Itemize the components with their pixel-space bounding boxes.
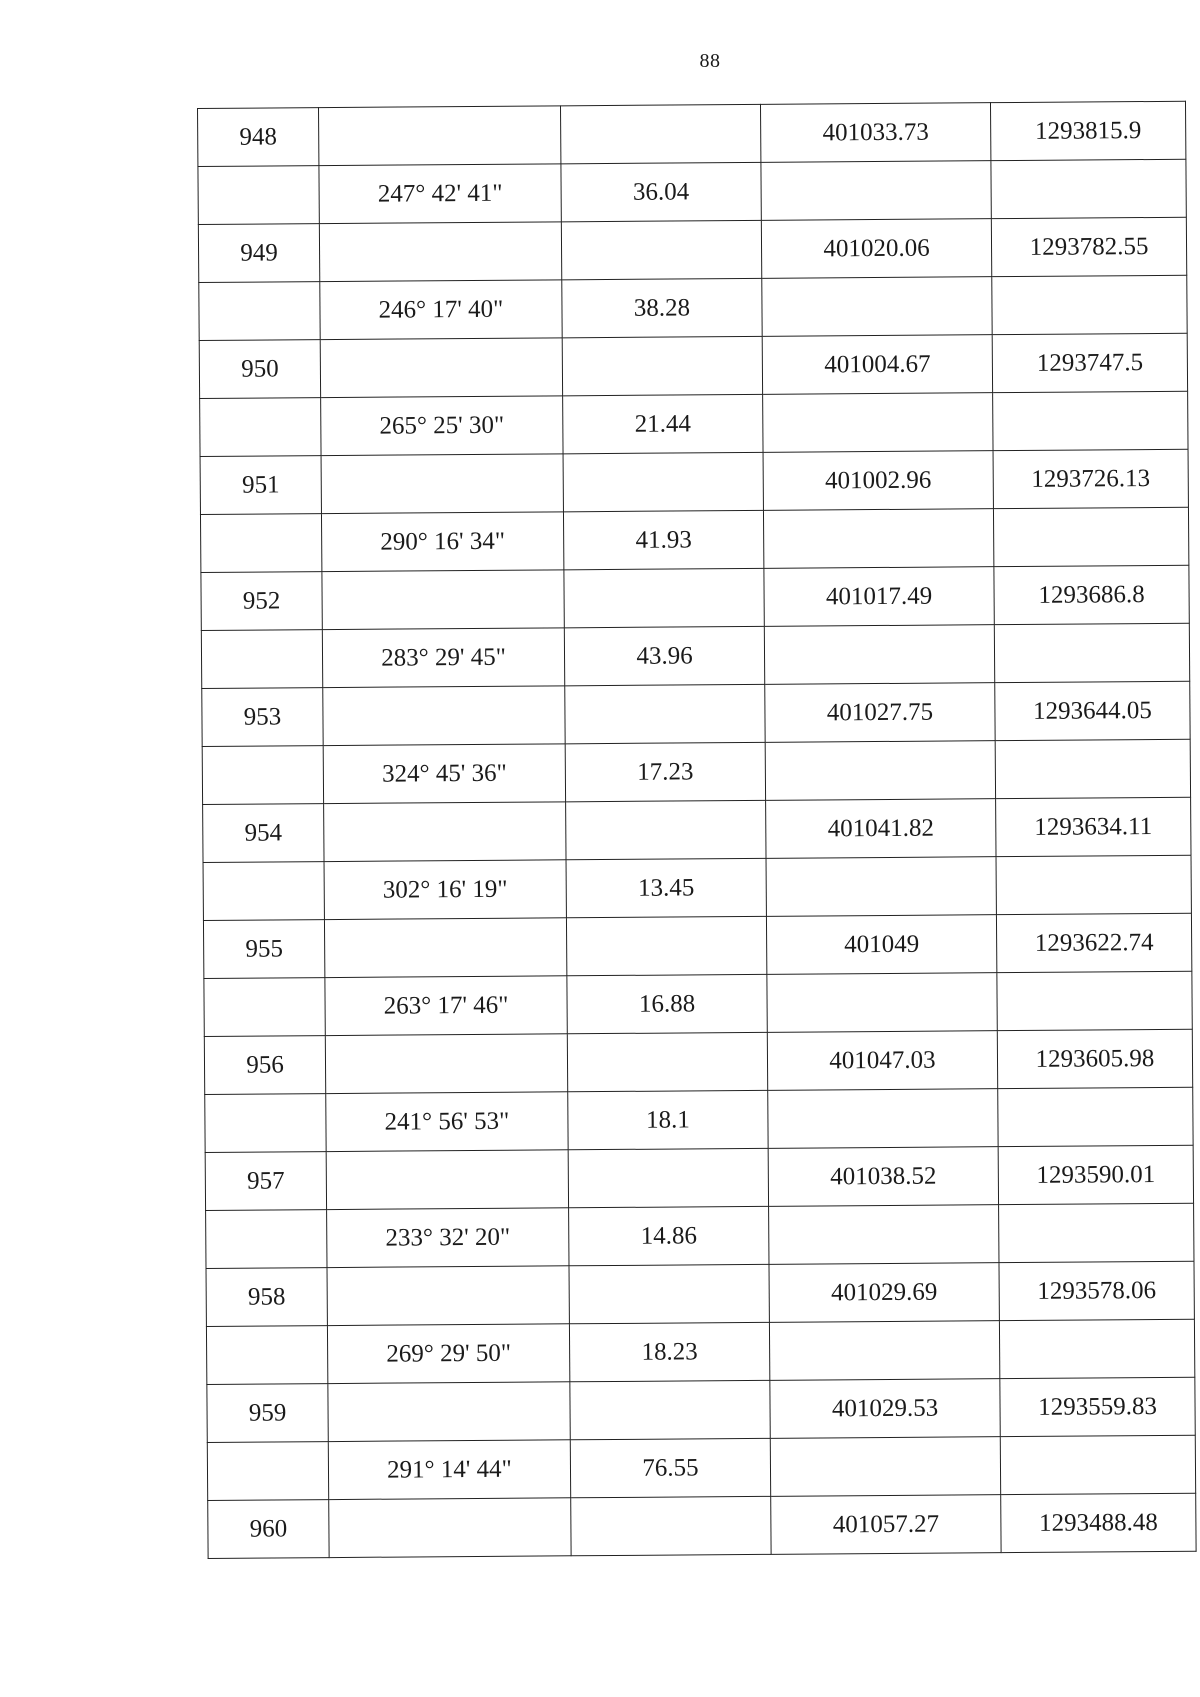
distance-cell bbox=[566, 800, 766, 859]
northing-cell bbox=[763, 393, 993, 453]
bearing-cell bbox=[321, 454, 563, 514]
distance-cell bbox=[566, 916, 766, 975]
table-row bbox=[201, 623, 1189, 688]
easting-cell bbox=[993, 391, 1188, 450]
bearing-cell bbox=[320, 338, 562, 398]
station-cell: 959 bbox=[207, 1384, 328, 1443]
northing-cell: 401041.82 bbox=[766, 799, 996, 859]
bearing-cell bbox=[319, 106, 561, 166]
station-cell bbox=[206, 1326, 327, 1385]
easting-cell: 1293634.11 bbox=[996, 797, 1191, 856]
easting-cell bbox=[995, 739, 1190, 798]
distance-cell: 38.28 bbox=[562, 278, 762, 337]
page-number: 88 bbox=[699, 50, 721, 72]
northing-cell bbox=[765, 741, 995, 801]
northing-cell: 401027.75 bbox=[765, 683, 995, 743]
distance-cell bbox=[567, 1032, 767, 1091]
bearing-cell bbox=[322, 570, 564, 630]
northing-cell: 401038.52 bbox=[768, 1147, 998, 1207]
station-cell: 951 bbox=[200, 456, 321, 515]
table-row bbox=[199, 275, 1187, 340]
station-cell bbox=[203, 862, 324, 921]
table-row bbox=[204, 971, 1192, 1036]
distance-cell: 17.23 bbox=[565, 742, 765, 801]
station-cell: 949 bbox=[198, 224, 319, 283]
easting-cell: 1293726.13 bbox=[993, 449, 1188, 508]
station-cell bbox=[198, 166, 319, 225]
table-row bbox=[202, 681, 1190, 746]
bearing-cell: 246° 17' 40" bbox=[320, 280, 562, 340]
survey-table-container bbox=[197, 101, 1196, 1559]
bearing-cell: 263° 17' 46" bbox=[325, 976, 567, 1036]
table-row bbox=[198, 159, 1186, 224]
northing-cell: 401002.96 bbox=[763, 451, 993, 511]
bearing-cell bbox=[324, 802, 566, 862]
distance-cell: 21.44 bbox=[563, 394, 763, 453]
station-cell bbox=[207, 1442, 328, 1501]
northing-cell: 401029.53 bbox=[770, 1379, 1000, 1439]
distance-cell: 18.23 bbox=[569, 1322, 769, 1381]
distance-cell bbox=[568, 1148, 768, 1207]
distance-cell bbox=[571, 1496, 771, 1555]
northing-cell: 401020.06 bbox=[761, 219, 991, 279]
bearing-cell: 290° 16' 34" bbox=[321, 512, 563, 572]
easting-cell bbox=[991, 159, 1186, 218]
station-cell: 954 bbox=[203, 804, 324, 863]
table-row bbox=[208, 1493, 1196, 1558]
station-cell bbox=[200, 514, 321, 573]
station-cell bbox=[199, 282, 320, 341]
northing-cell bbox=[768, 1089, 998, 1149]
table-row bbox=[200, 449, 1188, 514]
northing-cell: 401029.69 bbox=[769, 1263, 999, 1323]
bearing-cell: 302° 16' 19" bbox=[324, 860, 566, 920]
easting-cell bbox=[999, 1319, 1194, 1378]
bearing-cell bbox=[328, 1382, 570, 1442]
table-row bbox=[206, 1203, 1194, 1268]
bearing-cell bbox=[326, 1150, 568, 1210]
northing-cell bbox=[769, 1321, 999, 1381]
bearing-cell bbox=[325, 1034, 567, 1094]
distance-cell bbox=[564, 568, 764, 627]
easting-cell: 1293559.83 bbox=[1000, 1377, 1195, 1436]
easting-cell bbox=[997, 971, 1192, 1030]
bearing-cell: 241° 56' 53" bbox=[326, 1092, 568, 1152]
easting-cell bbox=[996, 855, 1191, 914]
easting-cell: 1293605.98 bbox=[997, 1029, 1192, 1088]
station-cell bbox=[206, 1210, 327, 1269]
northing-cell bbox=[769, 1205, 999, 1265]
table-row bbox=[207, 1435, 1195, 1500]
northing-cell bbox=[770, 1437, 1000, 1497]
table-row bbox=[207, 1377, 1195, 1442]
easting-cell: 1293488.48 bbox=[1001, 1493, 1196, 1552]
easting-cell: 1293590.01 bbox=[998, 1145, 1193, 1204]
easting-cell: 1293686.8 bbox=[994, 565, 1189, 624]
easting-cell: 1293782.55 bbox=[991, 217, 1186, 276]
easting-cell: 1293622.74 bbox=[996, 913, 1191, 972]
easting-cell: 1293644.05 bbox=[995, 681, 1190, 740]
northing-cell bbox=[762, 277, 992, 337]
bearing-cell: 247° 42' 41" bbox=[319, 164, 561, 224]
easting-cell: 1293815.9 bbox=[990, 101, 1185, 160]
station-cell: 956 bbox=[204, 1036, 325, 1095]
table-row bbox=[206, 1261, 1194, 1326]
station-cell bbox=[200, 398, 321, 457]
bearing-cell: 283° 29' 45" bbox=[322, 628, 564, 688]
table-row bbox=[203, 855, 1191, 920]
table-row bbox=[203, 797, 1191, 862]
station-cell bbox=[202, 746, 323, 805]
bearing-cell: 324° 45' 36" bbox=[323, 744, 565, 804]
distance-cell: 43.96 bbox=[564, 626, 764, 685]
bearing-cell: 233° 32' 20" bbox=[327, 1208, 569, 1268]
northing-cell bbox=[767, 973, 997, 1033]
station-cell: 955 bbox=[203, 920, 324, 979]
northing-cell bbox=[761, 161, 991, 221]
station-cell bbox=[204, 978, 325, 1037]
distance-cell: 41.93 bbox=[563, 510, 763, 569]
table-row bbox=[202, 739, 1190, 804]
survey-table bbox=[197, 101, 1197, 1559]
station-cell: 953 bbox=[202, 688, 323, 747]
distance-cell bbox=[562, 336, 762, 395]
station-cell: 958 bbox=[206, 1268, 327, 1327]
easting-cell bbox=[993, 507, 1188, 566]
distance-cell: 76.55 bbox=[570, 1438, 770, 1497]
station-cell: 952 bbox=[201, 572, 322, 631]
bearing-cell: 265° 25' 30" bbox=[321, 396, 563, 456]
bearing-cell bbox=[324, 918, 566, 978]
distance-cell: 36.04 bbox=[561, 162, 761, 221]
northing-cell: 401004.67 bbox=[762, 335, 992, 395]
table-row bbox=[199, 333, 1187, 398]
table-row bbox=[205, 1087, 1193, 1152]
station-cell: 950 bbox=[199, 340, 320, 399]
northing-cell: 401033.73 bbox=[760, 103, 990, 163]
table-row bbox=[200, 507, 1188, 572]
table-row bbox=[206, 1319, 1194, 1384]
station-cell bbox=[201, 630, 322, 689]
easting-cell bbox=[999, 1203, 1194, 1262]
distance-cell bbox=[561, 220, 761, 279]
northing-cell: 401047.03 bbox=[767, 1031, 997, 1091]
table-row bbox=[198, 217, 1186, 282]
bearing-cell: 269° 29' 50" bbox=[327, 1324, 569, 1384]
bearing-cell: 291° 14' 44" bbox=[328, 1440, 570, 1500]
table-row bbox=[205, 1145, 1193, 1210]
station-cell: 960 bbox=[208, 1500, 329, 1559]
station-cell: 957 bbox=[205, 1152, 326, 1211]
easting-cell bbox=[998, 1087, 1193, 1146]
northing-cell bbox=[764, 625, 994, 685]
northing-cell bbox=[766, 857, 996, 917]
distance-cell bbox=[560, 104, 760, 163]
station-cell: 948 bbox=[198, 108, 319, 167]
northing-cell bbox=[763, 509, 993, 569]
station-cell bbox=[205, 1094, 326, 1153]
distance-cell: 14.86 bbox=[569, 1206, 769, 1265]
distance-cell: 13.45 bbox=[566, 858, 766, 917]
table-row bbox=[203, 913, 1191, 978]
bearing-cell bbox=[329, 1498, 571, 1558]
easting-cell: 1293578.06 bbox=[999, 1261, 1194, 1320]
table-row bbox=[200, 391, 1188, 456]
easting-cell bbox=[992, 275, 1187, 334]
distance-cell bbox=[565, 684, 765, 743]
survey-table-body bbox=[198, 101, 1197, 1558]
distance-cell bbox=[569, 1264, 769, 1323]
bearing-cell bbox=[319, 222, 561, 282]
bearing-cell bbox=[323, 686, 565, 746]
northing-cell: 401057.27 bbox=[771, 1495, 1001, 1555]
bearing-cell bbox=[327, 1266, 569, 1326]
easting-cell bbox=[994, 623, 1189, 682]
distance-cell bbox=[570, 1380, 770, 1439]
distance-cell: 18.1 bbox=[568, 1090, 768, 1149]
northing-cell: 401049 bbox=[766, 915, 996, 975]
table-row bbox=[198, 101, 1186, 166]
easting-cell bbox=[1000, 1435, 1195, 1494]
distance-cell: 16.88 bbox=[567, 974, 767, 1033]
table-row bbox=[201, 565, 1189, 630]
northing-cell: 401017.49 bbox=[764, 567, 994, 627]
easting-cell: 1293747.5 bbox=[992, 333, 1187, 392]
distance-cell bbox=[563, 452, 763, 511]
table-row bbox=[204, 1029, 1192, 1094]
